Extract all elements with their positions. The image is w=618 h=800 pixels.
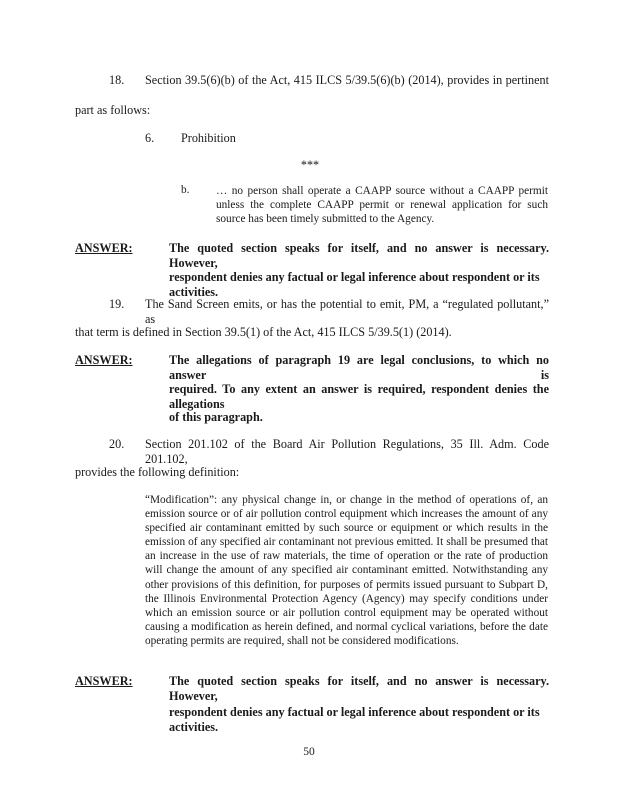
answer-18-line-2: respondent denies any factual or legal inference about respondent or its activities. (169, 270, 540, 299)
paragraph-19-line-2: that term is defined in Section 39.5(1) of the Act, 415 ILCS 5/39.5(1) (2014). (75, 325, 452, 339)
subsection-title: Prohibition (181, 131, 236, 145)
answer-18-label: ANSWER: (75, 241, 133, 255)
paragraph-20-number: 20. (109, 437, 125, 451)
subsection-number: 6. (145, 131, 155, 145)
paragraph-20-line-1: Section 201.102 of the Board Air Pollution Regulations, 35 Ill. Adm. Code 201.102, (145, 437, 549, 466)
answer-19-line-3: of this paragraph. (169, 410, 263, 424)
paragraph-20-line-2: provides the following definition: (75, 465, 240, 479)
paragraph-18-number: 18. (109, 73, 125, 87)
quoted-item-letter: b. (181, 184, 190, 196)
answer-20-label: ANSWER: (75, 674, 133, 688)
modification-definition-quote: “Modification”: any physical change in, or change in the method of operations of, an emission source or of air pollution control equipment which increases the amount of any specified air contaminant emitted by such source or equipment or which results in the emission of any specified air contaminant not previous emitted. It shall be presumed that an increase in the use of raw materials, the time of operation or the rate of production will change the amount of any specified air contaminant emitted. Notwithstanding any other provisions of this definition, for purposes of permits issued pursuant to Subpart D, the Illinois Environmental Protection Agency (Agency) may specify conditions under which an emission source or air pollution control equipment may be operated without causing a modification as herein defined, and normal cyclical variations, before the date operating permits are required, shall not be considered modifications. (145, 494, 548, 647)
ellipsis-stars: *** (300, 158, 320, 172)
paragraph-18-line-2: part as follows: (75, 103, 151, 117)
paragraph-18-line-1: Section 39.5(6)(b) of the Act, 415 ILCS 5/39.5(6)(b) (2014), provides in pertinent (145, 73, 549, 87)
answer-19-label: ANSWER: (75, 353, 133, 367)
paragraph-19-number: 19. (109, 297, 125, 311)
answer-20-line-1: The quoted section speaks for itself, and no answer is necessary. However, (169, 674, 549, 703)
answer-19-line-2: required. To any extent an answer is required, respondent denies the allegations (169, 382, 549, 411)
answer-18-line-1: The quoted section speaks for itself, and no answer is necessary. However, (169, 241, 549, 270)
page-number: 50 (303, 746, 315, 758)
answer-19-line-1: The allegations of paragraph 19 are legal conclusions, to which no answer is (169, 353, 549, 382)
answer-20-line-2: respondent denies any factual or legal inference about respondent or its activities. (169, 705, 540, 734)
paragraph-19-line-1: The Sand Screen emits, or has the potential to emit, PM, a “regulated pollutant,” as (145, 297, 549, 326)
quoted-item-text: … no person shall operate a CAAPP source without a CAAPP permit unless the complete CAAPP permit or renewal application for such source has been timely submitted to the Agency. (216, 185, 548, 226)
